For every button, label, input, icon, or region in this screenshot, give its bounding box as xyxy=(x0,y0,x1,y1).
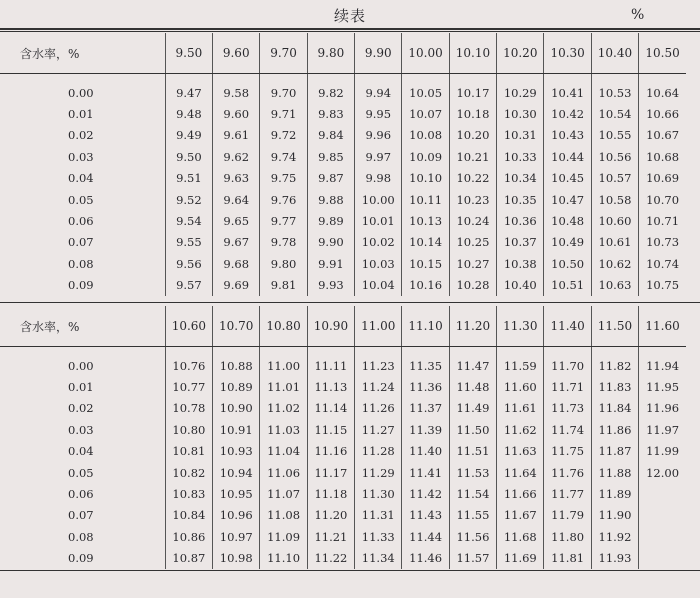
table-row xyxy=(0,347,686,377)
table-cell: 10.86 xyxy=(165,526,212,547)
table-row xyxy=(0,505,686,526)
table-cell: 10.01 xyxy=(355,210,402,231)
table-cell: 9.96 xyxy=(355,125,402,146)
table-cell: 10.42 xyxy=(544,103,591,124)
table-cell: 11.99 xyxy=(639,441,686,462)
table-cell: 11.69 xyxy=(497,548,544,569)
table-cell: 9.97 xyxy=(355,146,402,167)
table-cell: 10.61 xyxy=(591,232,638,253)
table-section-2 xyxy=(0,306,700,569)
bottom-rule xyxy=(0,570,700,571)
table-cell: 10.07 xyxy=(402,103,449,124)
table-cell: 11.09 xyxy=(260,526,307,547)
table-row xyxy=(0,376,686,397)
table-row xyxy=(0,253,686,274)
table-cell: 10.00 xyxy=(355,189,402,210)
table-cell: 10.90 xyxy=(213,398,260,419)
table-row xyxy=(0,398,686,419)
table-cell: 9.78 xyxy=(260,232,307,253)
table-cell: 11.18 xyxy=(307,483,354,504)
table-cell: 10.87 xyxy=(165,548,212,569)
column-header: 11.20 xyxy=(449,306,496,347)
table-cell: 10.83 xyxy=(165,483,212,504)
table-cell: 10.68 xyxy=(639,146,686,167)
table-cell: 11.76 xyxy=(544,462,591,483)
table-cell: 11.53 xyxy=(449,462,496,483)
table-cell: 10.30 xyxy=(497,103,544,124)
table-cell: 9.94 xyxy=(355,74,402,104)
table-cell: 10.95 xyxy=(213,483,260,504)
column-header: 9.90 xyxy=(355,33,402,74)
table-cell: 10.56 xyxy=(591,146,638,167)
row-label: 0.09 xyxy=(68,551,94,566)
table-cell: 9.90 xyxy=(307,232,354,253)
table-cell: 10.89 xyxy=(213,376,260,397)
table-cell: 10.77 xyxy=(165,376,212,397)
table-cell: 10.88 xyxy=(213,347,260,377)
table-cell: 9.47 xyxy=(165,74,212,104)
table-cell: 11.08 xyxy=(260,505,307,526)
table-cell: 9.82 xyxy=(307,74,354,104)
table-cell: 9.81 xyxy=(260,275,307,296)
table-cell: 11.21 xyxy=(307,526,354,547)
table-cell: 9.57 xyxy=(165,275,212,296)
header-label: 含水率，% xyxy=(0,306,165,347)
table-cell: 9.69 xyxy=(213,275,260,296)
table-cell: 9.76 xyxy=(260,189,307,210)
table-row xyxy=(0,232,686,253)
table-cell: 11.68 xyxy=(497,526,544,547)
table-cell: 10.71 xyxy=(639,210,686,231)
table-cell: 9.85 xyxy=(307,146,354,167)
table-cell: 10.25 xyxy=(449,232,496,253)
table-cell: 9.49 xyxy=(165,125,212,146)
table-cell: 11.83 xyxy=(591,376,638,397)
table-cell xyxy=(639,526,686,547)
table-cell: 11.61 xyxy=(497,398,544,419)
table-cell: 11.66 xyxy=(497,483,544,504)
column-header: 10.20 xyxy=(497,33,544,74)
table-cell: 11.35 xyxy=(402,347,449,377)
table-cell: 11.34 xyxy=(355,548,402,569)
column-header: 10.70 xyxy=(213,306,260,347)
table-cell: 11.39 xyxy=(402,419,449,440)
table-section-1 xyxy=(0,33,700,296)
top-rule-thin xyxy=(0,31,700,32)
table-cell: 11.87 xyxy=(591,441,638,462)
row-label: 0.08 xyxy=(68,256,94,271)
table-cell: 11.48 xyxy=(449,376,496,397)
header-row xyxy=(0,33,686,74)
table-cell: 11.56 xyxy=(449,526,496,547)
row-label: 0.07 xyxy=(68,235,94,250)
table-cell: 10.23 xyxy=(449,189,496,210)
column-header: 10.80 xyxy=(260,306,307,347)
table-cell: 11.11 xyxy=(307,347,354,377)
table-cell: 10.18 xyxy=(449,103,496,124)
table-row xyxy=(0,103,686,124)
column-header: 10.60 xyxy=(165,306,212,347)
table-cell: 11.13 xyxy=(307,376,354,397)
column-header: 10.30 xyxy=(544,33,591,74)
table-cell: 11.33 xyxy=(355,526,402,547)
table-cell: 9.61 xyxy=(213,125,260,146)
table-cell: 10.22 xyxy=(449,168,496,189)
table-cell: 10.31 xyxy=(497,125,544,146)
table-cell: 9.75 xyxy=(260,168,307,189)
row-label: 0.02 xyxy=(68,401,94,416)
column-header: 9.60 xyxy=(213,33,260,74)
page-title: 续表 xyxy=(333,7,366,25)
row-label: 0.01 xyxy=(68,107,94,122)
table-cell: 11.22 xyxy=(307,548,354,569)
table-cell xyxy=(639,548,686,569)
table-cell: 10.49 xyxy=(544,232,591,253)
table-cell: 9.55 xyxy=(165,232,212,253)
row-label: 0.06 xyxy=(68,214,94,229)
table-cell: 10.60 xyxy=(591,210,638,231)
column-header: 11.00 xyxy=(355,306,402,347)
table-cell: 9.98 xyxy=(355,168,402,189)
table-cell: 10.11 xyxy=(402,189,449,210)
row-label: 0.08 xyxy=(68,529,94,544)
header-label: 含水率，% xyxy=(0,33,165,74)
table-cell: 11.51 xyxy=(449,441,496,462)
table-cell: 11.92 xyxy=(591,526,638,547)
column-header: 10.50 xyxy=(639,33,686,74)
table-cell: 10.43 xyxy=(544,125,591,146)
table-cell: 11.73 xyxy=(544,398,591,419)
table-cell: 10.35 xyxy=(497,189,544,210)
table-cell: 10.93 xyxy=(213,441,260,462)
table-cell: 11.88 xyxy=(591,462,638,483)
column-header: 10.40 xyxy=(591,33,638,74)
table-cell: 11.01 xyxy=(260,376,307,397)
table-cell: 9.52 xyxy=(165,189,212,210)
column-header: 9.80 xyxy=(307,33,354,74)
table-cell: 11.28 xyxy=(355,441,402,462)
header-row xyxy=(0,306,686,347)
table-cell: 10.27 xyxy=(449,253,496,274)
table-cell: 11.17 xyxy=(307,462,354,483)
row-label: 0.03 xyxy=(68,422,94,437)
table-cell: 11.50 xyxy=(449,419,496,440)
table-cell: 10.55 xyxy=(591,125,638,146)
table-cell: 11.74 xyxy=(544,419,591,440)
table-cell: 11.23 xyxy=(355,347,402,377)
table-cell: 11.04 xyxy=(260,441,307,462)
table-cell: 11.81 xyxy=(544,548,591,569)
table-cell: 11.10 xyxy=(260,548,307,569)
table-cell: 11.00 xyxy=(260,347,307,377)
table-cell: 11.20 xyxy=(307,505,354,526)
table-cell: 11.90 xyxy=(591,505,638,526)
table-cell: 10.40 xyxy=(497,275,544,296)
table-cell: 10.45 xyxy=(544,168,591,189)
table-cell: 10.73 xyxy=(639,232,686,253)
table-cell: 11.02 xyxy=(260,398,307,419)
table-cell: 9.62 xyxy=(213,146,260,167)
table-cell: 10.63 xyxy=(591,275,638,296)
table-cell: 10.51 xyxy=(544,275,591,296)
column-header: 11.40 xyxy=(544,306,591,347)
table-cell: 9.84 xyxy=(307,125,354,146)
table-cell: 11.89 xyxy=(591,483,638,504)
table-cell: 9.56 xyxy=(165,253,212,274)
table-cell: 10.29 xyxy=(497,74,544,104)
table-row xyxy=(0,526,686,547)
table-cell: 10.08 xyxy=(402,125,449,146)
table-cell: 11.94 xyxy=(639,347,686,377)
table-cell: 9.95 xyxy=(355,103,402,124)
column-header: 11.50 xyxy=(591,306,638,347)
row-label: 0.09 xyxy=(68,278,94,293)
table-cell: 10.62 xyxy=(591,253,638,274)
table-cell xyxy=(639,505,686,526)
table-cell: 10.82 xyxy=(165,462,212,483)
table-cell: 10.66 xyxy=(639,103,686,124)
table-row xyxy=(0,419,686,440)
table-cell: 9.89 xyxy=(307,210,354,231)
table-cell: 10.94 xyxy=(213,462,260,483)
table-cell: 10.50 xyxy=(544,253,591,274)
table-cell: 11.49 xyxy=(449,398,496,419)
table-cell: 10.36 xyxy=(497,210,544,231)
top-rule xyxy=(0,28,700,30)
table-cell: 10.74 xyxy=(639,253,686,274)
table-cell: 11.06 xyxy=(260,462,307,483)
column-header: 10.00 xyxy=(402,33,449,74)
table-cell: 11.42 xyxy=(402,483,449,504)
table-row xyxy=(0,189,686,210)
table-cell: 11.40 xyxy=(402,441,449,462)
table-cell: 10.91 xyxy=(213,419,260,440)
table-cell: 10.54 xyxy=(591,103,638,124)
table-cell: 11.84 xyxy=(591,398,638,419)
table-cell: 10.69 xyxy=(639,168,686,189)
table-cell: 9.93 xyxy=(307,275,354,296)
table-cell: 10.81 xyxy=(165,441,212,462)
table-cell: 10.37 xyxy=(497,232,544,253)
row-label: 0.01 xyxy=(68,380,94,395)
table-cell: 11.26 xyxy=(355,398,402,419)
table-cell: 10.03 xyxy=(355,253,402,274)
table-cell: 10.53 xyxy=(591,74,638,104)
table-cell: 11.59 xyxy=(497,347,544,377)
table-cell: 10.13 xyxy=(402,210,449,231)
table-cell: 11.86 xyxy=(591,419,638,440)
table-cell: 10.57 xyxy=(591,168,638,189)
table-cell: 11.44 xyxy=(402,526,449,547)
table-cell: 9.77 xyxy=(260,210,307,231)
table-cell: 10.48 xyxy=(544,210,591,231)
table-cell: 10.02 xyxy=(355,232,402,253)
section-separator xyxy=(0,302,700,303)
column-header: 9.70 xyxy=(260,33,307,74)
table-cell: 9.91 xyxy=(307,253,354,274)
table-cell: 11.15 xyxy=(307,419,354,440)
table-cell: 11.60 xyxy=(497,376,544,397)
data-table-1 xyxy=(0,33,686,296)
row-label: 0.06 xyxy=(68,487,94,502)
table-cell xyxy=(639,483,686,504)
table-cell: 11.37 xyxy=(402,398,449,419)
table-cell: 9.54 xyxy=(165,210,212,231)
table-cell: 11.03 xyxy=(260,419,307,440)
table-cell: 9.70 xyxy=(260,74,307,104)
row-label: 0.00 xyxy=(68,358,94,373)
table-cell: 9.80 xyxy=(260,253,307,274)
row-label: 0.05 xyxy=(68,465,94,480)
table-row xyxy=(0,146,686,167)
table-row xyxy=(0,168,686,189)
table-cell: 10.84 xyxy=(165,505,212,526)
table-cell: 10.05 xyxy=(402,74,449,104)
table-cell: 10.09 xyxy=(402,146,449,167)
table-cell: 11.95 xyxy=(639,376,686,397)
table-cell: 10.14 xyxy=(402,232,449,253)
table-cell: 10.78 xyxy=(165,398,212,419)
table-cell: 11.43 xyxy=(402,505,449,526)
table-cell: 11.24 xyxy=(355,376,402,397)
table-row xyxy=(0,74,686,104)
table-cell: 10.44 xyxy=(544,146,591,167)
table-cell: 11.93 xyxy=(591,548,638,569)
table-cell: 9.50 xyxy=(165,146,212,167)
unit-label: % xyxy=(631,7,645,23)
table-row xyxy=(0,548,686,569)
table-row xyxy=(0,275,686,296)
table-cell: 11.96 xyxy=(639,398,686,419)
row-label: 0.04 xyxy=(68,171,94,186)
table-cell: 11.75 xyxy=(544,441,591,462)
table-cell: 10.24 xyxy=(449,210,496,231)
table-row xyxy=(0,441,686,462)
table-cell: 11.82 xyxy=(591,347,638,377)
table-cell: 10.96 xyxy=(213,505,260,526)
table-cell: 11.70 xyxy=(544,347,591,377)
table-cell: 10.75 xyxy=(639,275,686,296)
table-cell: 9.58 xyxy=(213,74,260,104)
row-label: 0.02 xyxy=(68,128,94,143)
column-header: 10.10 xyxy=(449,33,496,74)
column-header: 11.30 xyxy=(497,306,544,347)
table-cell: 9.67 xyxy=(213,232,260,253)
table-cell: 11.36 xyxy=(402,376,449,397)
table-cell: 10.04 xyxy=(355,275,402,296)
table-cell: 11.31 xyxy=(355,505,402,526)
table-cell: 9.63 xyxy=(213,168,260,189)
table-cell: 10.28 xyxy=(449,275,496,296)
table-cell: 11.97 xyxy=(639,419,686,440)
table-cell: 9.83 xyxy=(307,103,354,124)
table-cell: 10.76 xyxy=(165,347,212,377)
table-cell: 11.63 xyxy=(497,441,544,462)
table-cell: 11.79 xyxy=(544,505,591,526)
table-cell: 11.62 xyxy=(497,419,544,440)
table-row xyxy=(0,125,686,146)
table-cell: 11.57 xyxy=(449,548,496,569)
table-cell: 10.67 xyxy=(639,125,686,146)
table-cell: 11.67 xyxy=(497,505,544,526)
table-cell: 11.80 xyxy=(544,526,591,547)
table-cell: 9.68 xyxy=(213,253,260,274)
row-label: 0.07 xyxy=(68,508,94,523)
table-cell: 10.98 xyxy=(213,548,260,569)
table-cell: 11.54 xyxy=(449,483,496,504)
row-label: 0.00 xyxy=(68,85,94,100)
table-cell: 11.47 xyxy=(449,347,496,377)
column-header: 9.50 xyxy=(165,33,212,74)
table-cell: 12.00 xyxy=(639,462,686,483)
table-cell: 9.88 xyxy=(307,189,354,210)
table-cell: 11.27 xyxy=(355,419,402,440)
table-cell: 10.17 xyxy=(449,74,496,104)
table-cell: 9.74 xyxy=(260,146,307,167)
table-cell: 9.72 xyxy=(260,125,307,146)
row-label: 0.05 xyxy=(68,192,94,207)
table-cell: 10.70 xyxy=(639,189,686,210)
table-cell: 9.64 xyxy=(213,189,260,210)
column-header: 10.90 xyxy=(307,306,354,347)
table-cell: 11.41 xyxy=(402,462,449,483)
table-cell: 10.58 xyxy=(591,189,638,210)
table-cell: 10.41 xyxy=(544,74,591,104)
table-cell: 9.65 xyxy=(213,210,260,231)
table-cell: 11.64 xyxy=(497,462,544,483)
table-cell: 11.30 xyxy=(355,483,402,504)
table-cell: 9.60 xyxy=(213,103,260,124)
table-cell: 10.10 xyxy=(402,168,449,189)
table-cell: 10.38 xyxy=(497,253,544,274)
table-cell: 10.80 xyxy=(165,419,212,440)
table-cell: 11.29 xyxy=(355,462,402,483)
table-row xyxy=(0,210,686,231)
row-label: 0.04 xyxy=(68,444,94,459)
row-label: 0.03 xyxy=(68,149,94,164)
table-cell: 9.51 xyxy=(165,168,212,189)
table-cell: 11.77 xyxy=(544,483,591,504)
column-header: 11.60 xyxy=(639,306,686,347)
table-cell: 10.15 xyxy=(402,253,449,274)
table-cell: 10.33 xyxy=(497,146,544,167)
table-cell: 11.55 xyxy=(449,505,496,526)
table-cell: 11.71 xyxy=(544,376,591,397)
table-cell: 11.07 xyxy=(260,483,307,504)
table-cell: 11.46 xyxy=(402,548,449,569)
table-row xyxy=(0,483,686,504)
table-cell: 10.20 xyxy=(449,125,496,146)
column-header: 11.10 xyxy=(402,306,449,347)
data-table-2 xyxy=(0,306,686,569)
table-cell: 9.71 xyxy=(260,103,307,124)
table-cell: 10.34 xyxy=(497,168,544,189)
table-cell: 10.47 xyxy=(544,189,591,210)
table-cell: 9.87 xyxy=(307,168,354,189)
table-cell: 9.48 xyxy=(165,103,212,124)
table-cell: 11.16 xyxy=(307,441,354,462)
table-cell: 10.97 xyxy=(213,526,260,547)
table-cell: 10.64 xyxy=(639,74,686,104)
table-row xyxy=(0,462,686,483)
table-cell: 10.16 xyxy=(402,275,449,296)
table-cell: 10.21 xyxy=(449,146,496,167)
table-cell: 11.14 xyxy=(307,398,354,419)
